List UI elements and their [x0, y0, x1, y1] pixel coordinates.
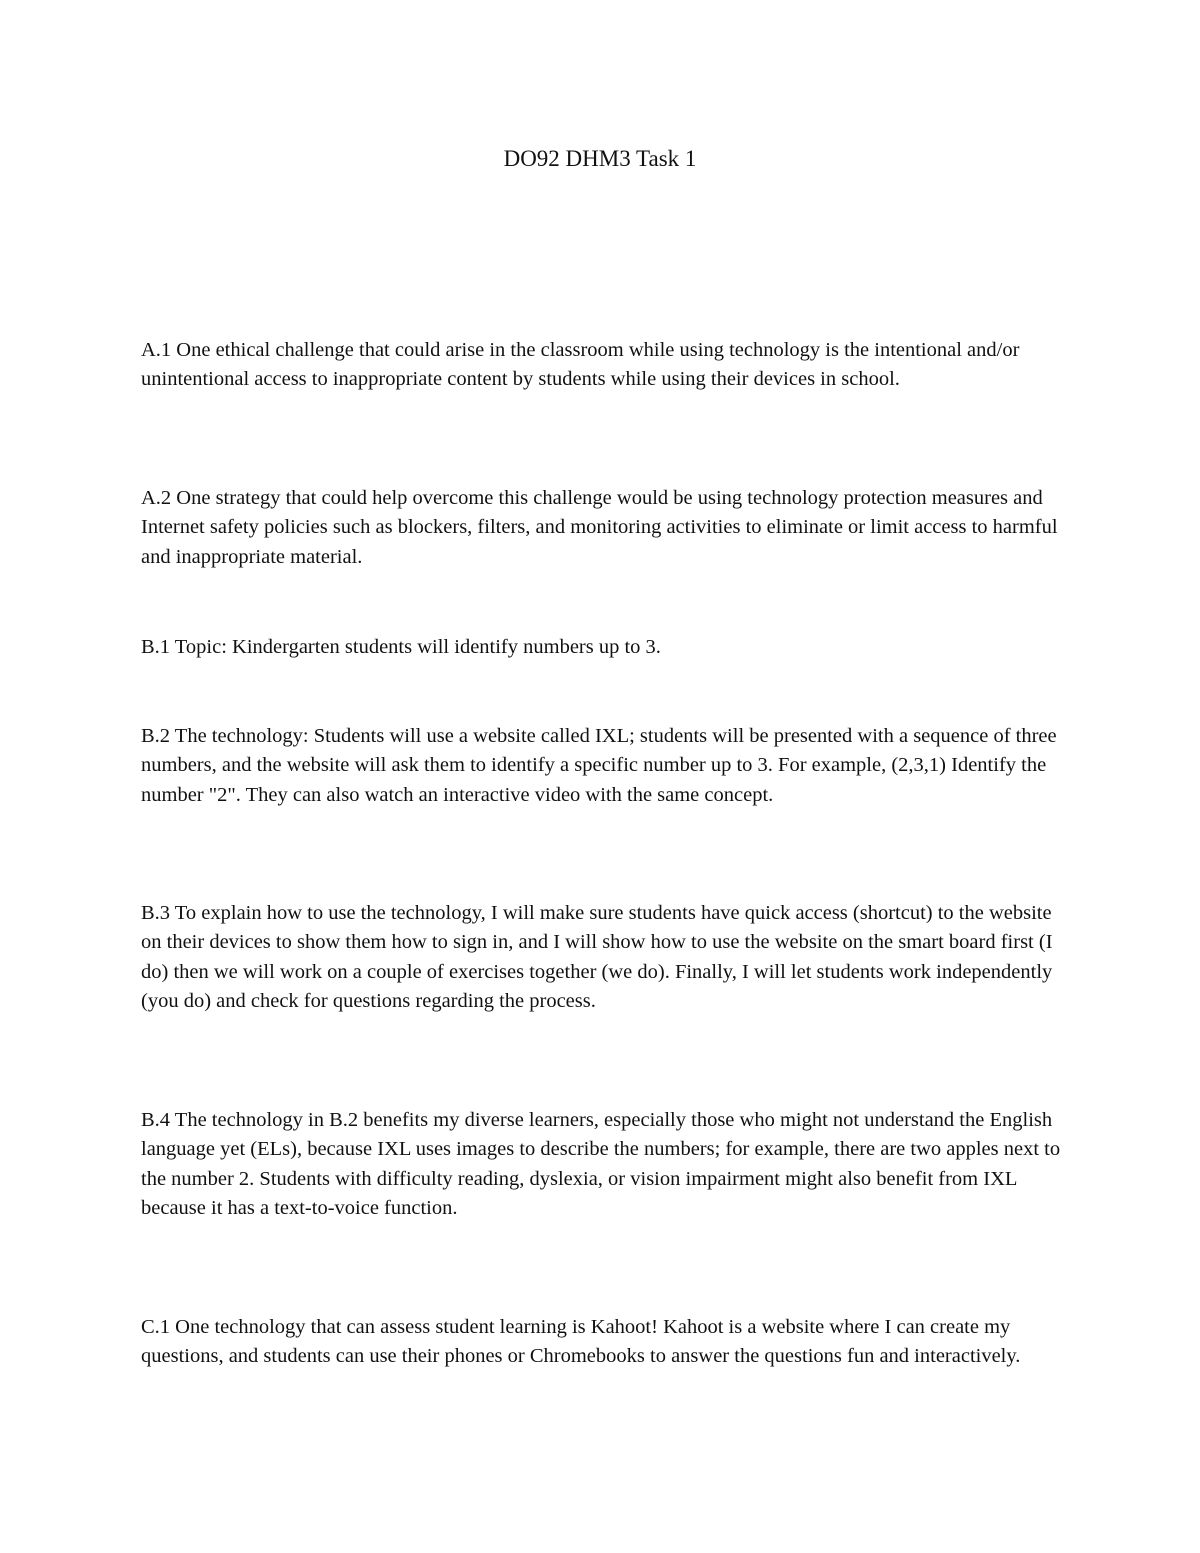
paragraph-a2: A.2 One strategy that could help overcome this challenge would be using technology protection measures and Internet safety policies such as blockers, filters, and monitoring activities to eliminate or limit access to harmful and inappropriate material. — [141, 487, 1058, 568]
paragraph-b2: B.2 The technology: Students will use a website called IXL; students will be presented with a sequence of three numbers, and the website will ask them to identify a specific number up to 3. For example, (2,3,1) Identify the number "2". They can also watch an interactive video with the same concept. — [141, 725, 1057, 806]
paragraph-c1: C.1 One technology that can assess student learning is Kahoot! Kahoot is a website where I can create my questions, and students can use their phones or Chromebooks to answer the questions fun and interactively. — [141, 1316, 1021, 1368]
document-title: DO92 DHM3 Task 1 — [503, 146, 697, 171]
paragraph-a1: A.1 One ethical challenge that could arise in the classroom while using technology is the intentional and/or unintentional access to inappropriate content by students while using their devices in school. — [141, 339, 1020, 391]
paragraph-b4: B.4 The technology in B.2 benefits my diverse learners, especially those who might not understand the English language yet (ELs), because IXL uses images to describe the numbers; for example, there are two apples next to the number 2. Students with difficulty reading, dyslexia, or vision impairment might also benefit from IXL because it has a text-to-voice function. — [141, 1109, 1061, 1219]
paragraph-b3: B.3 To explain how to use the technology, I will make sure students have quick access (shortcut) to the website on their devices to show them how to sign in, and I will show how to use the website on the smart board first (I do) then we will work on a couple of exercises together (we do). Finally, I will let students work independently (you do) and check for questions regarding the process. — [141, 902, 1053, 1012]
paragraph-b1: B.1 Topic: Kindergarten students will identify numbers up to 3. — [141, 636, 661, 658]
